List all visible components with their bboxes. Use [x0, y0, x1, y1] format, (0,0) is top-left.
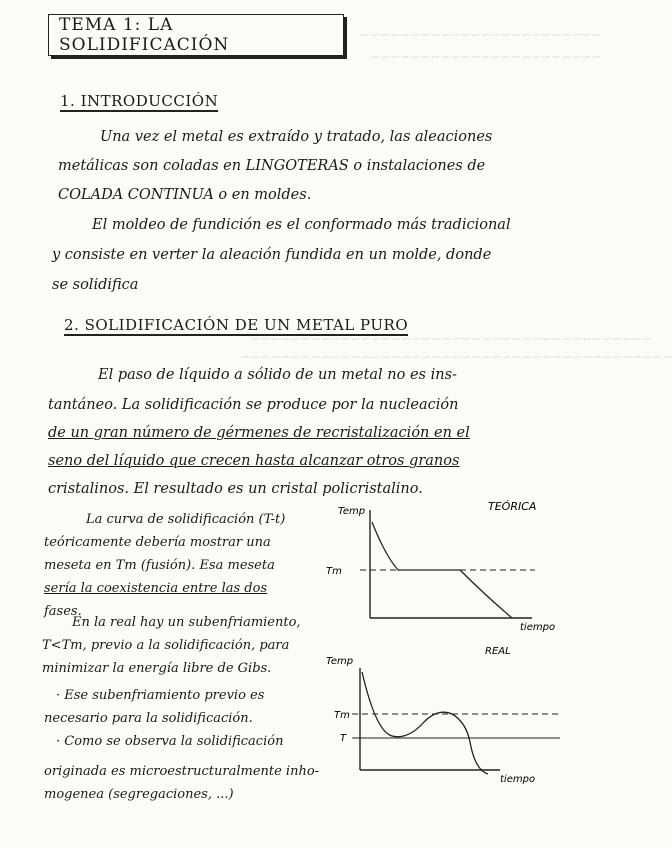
real-text-5: necesario para la solidificación.: [44, 711, 253, 726]
graph-real-tm-label: Tm: [334, 710, 350, 721]
graph-real-label: REAL: [485, 646, 511, 657]
body-line-4: seno del líquido que crecen hasta alcanzar otros granos: [48, 453, 460, 469]
graph-teorica: [320, 500, 590, 640]
intro-line-1: Una vez el metal es extraído y tratado, las aleaciones: [100, 129, 493, 145]
bleed-through-text: ~~~~~~~~~~~~~~~~~~~~~~~~~~~~~~~~~~~~~~~~~~~: [240, 350, 672, 364]
intro-line-6: se solidifica: [52, 277, 139, 293]
graph-real-t-label: T: [340, 733, 347, 744]
body-line-3: de un gran número de gérmenes de recristalización en el: [48, 425, 470, 441]
intro-line-4: El moldeo de fundición es el conformado más tradicional: [92, 217, 511, 233]
section-2-heading: 2. SOLIDIFICACIÓN DE UN METAL PURO: [64, 316, 409, 334]
real-text-4: · Ese subenfriamiento previo es: [56, 688, 265, 703]
intro-line-2: metálicas son coladas en LINGOTERAS o instalaciones de: [58, 158, 486, 174]
curve-text-3: meseta en Tm (fusión). Esa meseta: [44, 558, 275, 573]
curve-text-2: teóricamente debería mostrar una: [44, 535, 271, 550]
curve-text-5: fases.: [44, 604, 82, 619]
bleed-through-text: ~~~~~~~~~~~~~~~~~~~~~~~~~~~~~~~~~~~~~~~~: [250, 332, 653, 346]
real-text-7: originada es microestructuralmente inho-: [44, 764, 320, 779]
graph-real: [320, 642, 590, 792]
real-text-1: En la real hay un subenfriamiento,: [72, 615, 301, 630]
graph-teorica-tm-label: Tm: [326, 566, 342, 577]
graph-teorica-x-label: tiempo: [520, 622, 556, 633]
section-1-heading: 1. INTRODUCCIÓN: [60, 92, 219, 110]
bleed-through-text: ~~~~~~~~~~~~~~~~~~~~~~~: [370, 50, 602, 64]
curve-text-1: La curva de solidificación (T-t): [86, 512, 286, 527]
intro-line-3: COLADA CONTINUA o en moldes.: [58, 187, 312, 203]
curve-text-4: sería la coexistencia entre las dos: [44, 581, 268, 596]
body-line-2: tantáneo. La solidificación se produce por la nucleación: [48, 397, 459, 413]
real-text-3: minimizar la energía libre de Gibs.: [42, 661, 272, 676]
real-text-6: · Como se observa la solidificación: [56, 734, 284, 749]
body-line-5: cristalinos. El resultado es un cristal policristalino.: [48, 481, 423, 497]
real-text-2: T<Tm, previo a la solidificación, para: [42, 638, 290, 653]
graph-real-x-label: tiempo: [500, 774, 536, 785]
graph-real-curve: [362, 672, 488, 774]
title-text: TEMA 1: LA SOLIDIFICACIÓN: [59, 15, 230, 55]
graph-teorica-y-label: Temp: [338, 506, 366, 517]
intro-line-5: y consiste en verter la aleación fundida en un molde, donde: [52, 247, 492, 263]
real-text-8: mogenea (segregaciones, ...): [44, 787, 234, 802]
graph-teorica-label: TEÓRICA: [488, 500, 537, 513]
bleed-through-text: ~~~~~~~~~~~~~~~~~~~~~~~~: [360, 28, 602, 42]
graph-real-y-label: Temp: [326, 656, 354, 667]
body-line-1: El paso de líquido a sólido de un metal no es ins-: [98, 367, 457, 383]
page-title: [48, 14, 344, 56]
